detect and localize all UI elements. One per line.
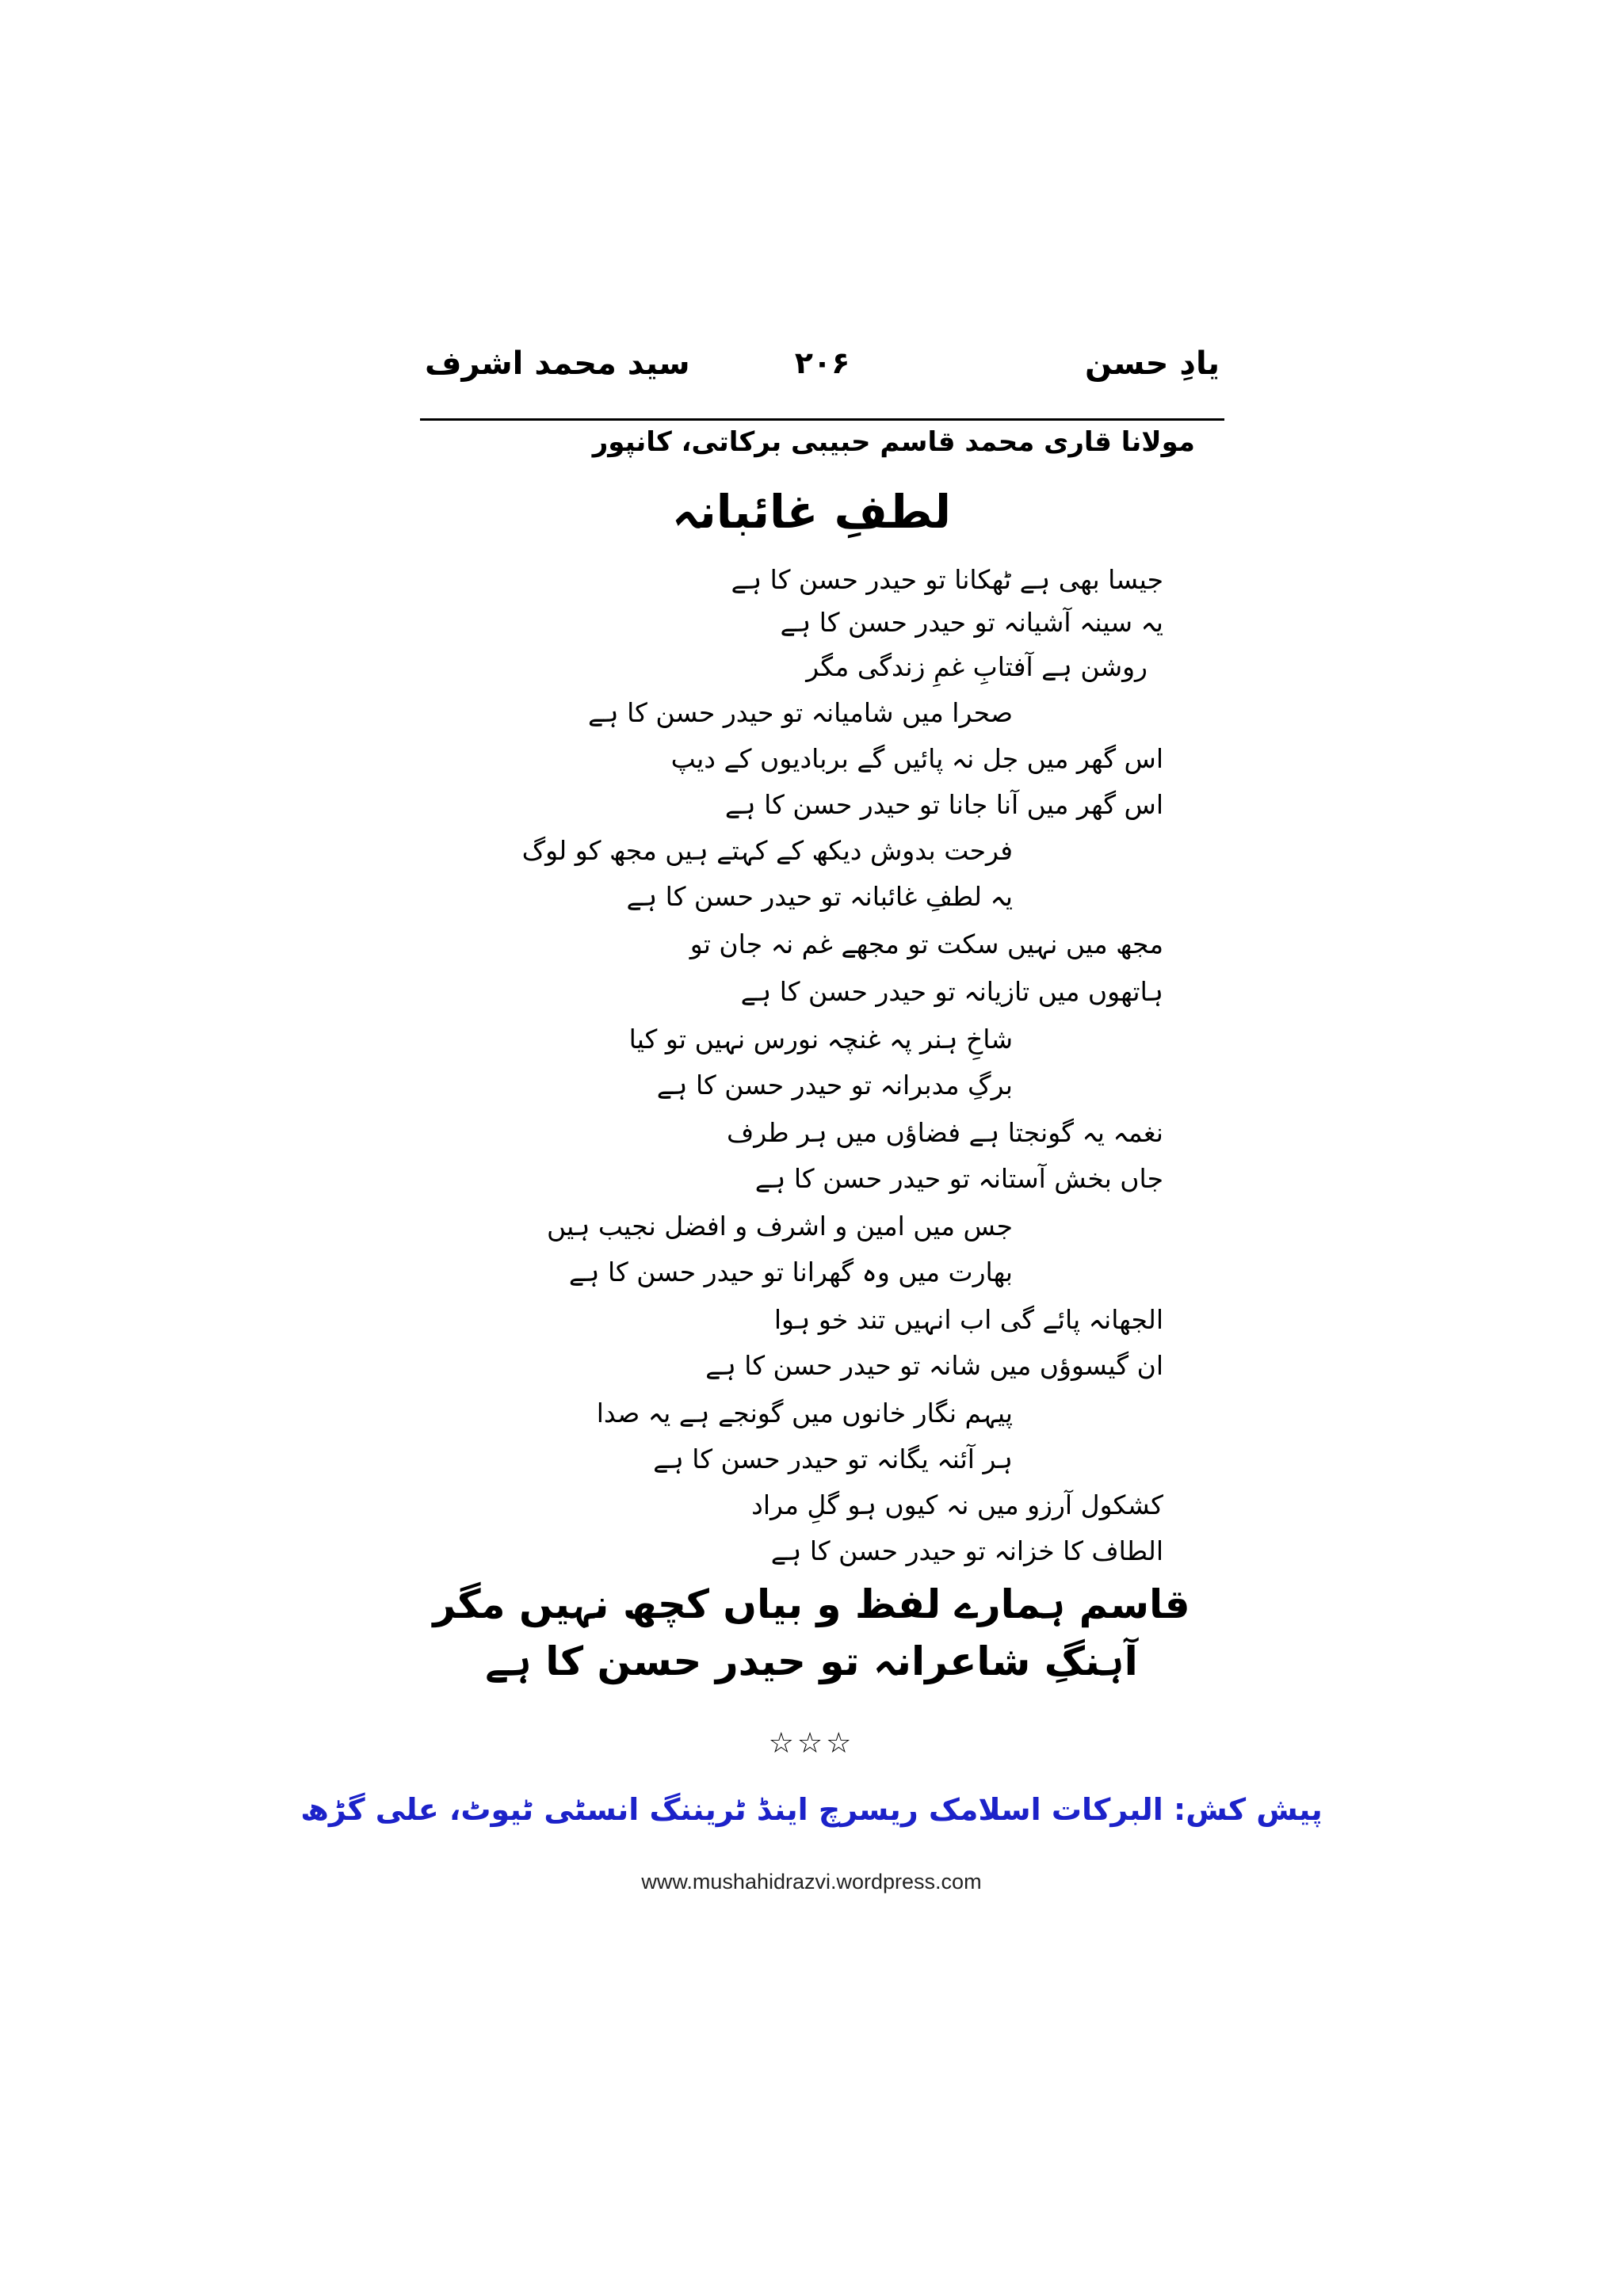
compiler-name: سید محمد اشرف bbox=[425, 345, 690, 382]
verse-line: جاں بخش آستانہ تو حیدر حسن کا ہے bbox=[754, 1163, 1163, 1194]
poem-title: لطفِ غائبانہ bbox=[672, 485, 951, 539]
verse-line: فرحت بدوش دیکھ کے کہتے ہیں مجھ کو لوگ bbox=[521, 835, 1013, 866]
verse-line: ہاتھوں میں تازیانہ تو حیدر حسن کا ہے bbox=[740, 976, 1163, 1007]
poem-author: مولانا قاری محمد قاسم حبیبی برکاتی، کانپور bbox=[592, 426, 1195, 458]
final-verse-line: آہنگِ شاعرانہ تو حیدر حسن کا ہے bbox=[485, 1638, 1138, 1684]
verse-line: جیسا بھی ہے ٹھکانا تو حیدر حسن کا ہے bbox=[731, 564, 1163, 595]
verse-line: اس گھر میں آنا جانا تو حیدر حسن کا ہے bbox=[724, 789, 1163, 820]
stars-divider: ☆☆☆ bbox=[768, 1727, 855, 1760]
verse-line: یہ لطفِ غائبانہ تو حیدر حسن کا ہے bbox=[626, 881, 1013, 912]
website-url: www.mushahidrazvi.wordpress.com bbox=[641, 1870, 982, 1894]
verse-line: شاخِ ہنر پہ غنچہ نورس نہیں تو کیا bbox=[628, 1024, 1013, 1055]
verse-line: صحرا میں شامیانہ تو حیدر حسن کا ہے bbox=[587, 697, 1013, 728]
verse-line: برگِ مدبرانہ تو حیدر حسن کا ہے bbox=[656, 1070, 1013, 1100]
verse-line: ہر آئنہ یگانہ تو حیدر حسن کا ہے bbox=[653, 1444, 1013, 1474]
verse-line: پیہم نگار خانوں میں گونجے ہے یہ صدا bbox=[596, 1398, 1013, 1428]
verse-line: الجھانہ پائے گی اب انہیں تند خو ہوا bbox=[773, 1304, 1163, 1335]
verse-line: روشن ہے آفتابِ غمِ زندگی مگر bbox=[806, 651, 1148, 682]
verse-line: ان گیسوؤں میں شانہ تو حیدر حسن کا ہے bbox=[705, 1350, 1163, 1381]
verse-line: بھارت میں وہ گھرانا تو حیدر حسن کا ہے bbox=[568, 1257, 1013, 1287]
verse-line: کشکول آرزو میں نہ کیوں ہو گلِ مراد bbox=[751, 1489, 1163, 1520]
presenter-credit: پیش کش: البرکات اسلامک ریسرچ اینڈ ٹریننگ انسٹی ٹیوٹ، علی گڑھ bbox=[300, 1792, 1323, 1827]
verse-line: یہ سینہ آشیانہ تو حیدر حسن کا ہے bbox=[780, 607, 1163, 638]
verse-line: الطاف کا خزانہ تو حیدر حسن کا ہے bbox=[770, 1535, 1163, 1566]
final-verse-line: قاسم ہمارے لفظ و بیاں کچھ نہیں مگر bbox=[433, 1581, 1190, 1627]
verse-line: مجھ میں نہیں سکت تو مجھے غم نہ جان تو bbox=[689, 929, 1163, 959]
page-number: ۲۰۶ bbox=[794, 345, 850, 380]
book-title: یادِ حسن bbox=[1084, 345, 1220, 382]
verse-line: اس گھر میں جل نہ پائیں گے بربادیوں کے دیپ bbox=[670, 743, 1163, 774]
verse-line: جس میں امین و اشرف و افضل نجیب ہیں bbox=[547, 1211, 1013, 1241]
verse-line: نغمہ یہ گونجتا ہے فضاؤں میں ہر طرف bbox=[727, 1117, 1163, 1148]
